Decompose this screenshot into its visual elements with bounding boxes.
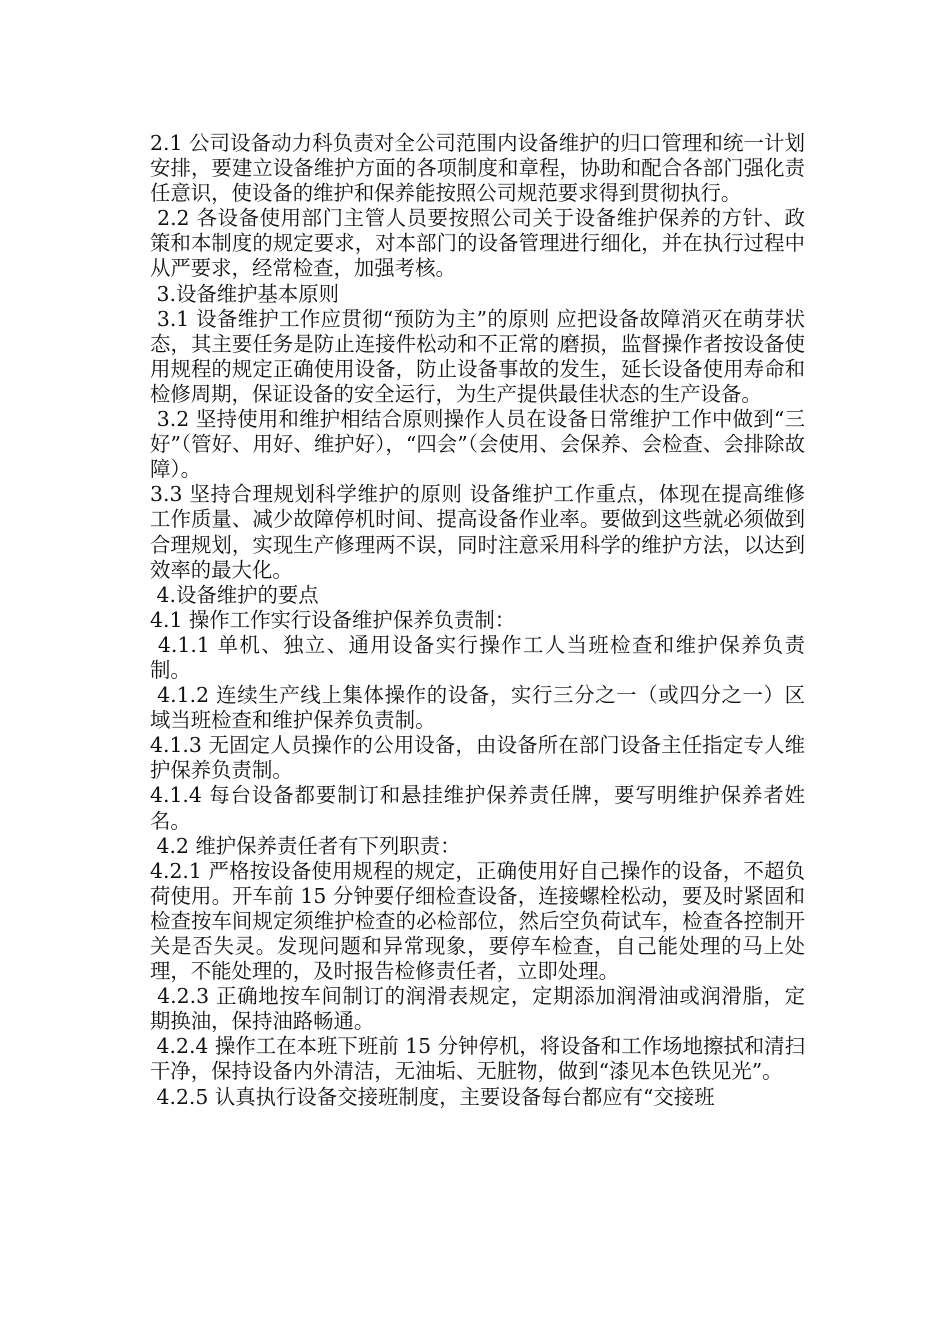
paragraph-4-1-1: 4.1.1 单机、独立、通用设备实行操作工人当班检查和维护保养负责制。 (150, 632, 805, 682)
paragraph-4-2-3: 4.2.3 正确地按车间制订的润滑表规定，定期添加润滑油或润滑脂，定期换油，保持油路畅通。 (150, 984, 805, 1034)
document-body (150, 131, 805, 1110)
paragraph-4-1-4: 4.1.4 每台设备都要制订和悬挂维护保养责任牌，要写明维护保养者姓名。 (150, 783, 805, 833)
paragraph-3-2: 3.2 坚持使用和维护相结合原则操作人员在设备日常维护工作中做到“三好”（管好、用好、维护好），“四会”（会使用、会保养、会检查、会排除故障）。 (150, 407, 805, 482)
paragraph-4-2-1: 4.2.1 严格按设备使用规程的规定，正确使用好自己操作的设备，不超负荷使用。开车前 15 分钟要仔细检查设备，连接螺栓松动，要及时紧固和检查按车间规定须维护检查的必检部位，然后空负荷试车，检查各控制开关是否失灵。发现问题和异常现象，要停车检查，自己能处理的马上处理，不能处理的，及时报告检修责任者，立即处理。 (150, 858, 805, 984)
paragraph-4-2-5: 4.2.5 认真执行设备交接班制度，主要设备每台都应有“交接班 (150, 1084, 715, 1109)
paragraph-3-3: 3.3 坚持合理规划科学维护的原则 设备维护工作重点，体现在提高维修工作质量、减少故障停机时间、提高设备作业率。要做到这些就必须做到合理规划，实现生产修理两不误，同时注意采用科学的维护方法，以达到效率的最大化。 (150, 482, 805, 582)
paragraph-3-1: 3.1 设备维护工作应贯彻“预防为主”的原则 应把设备故障消灭在萌芽状态，其主要任务是防止连接件松动和不正常的磨损，监督操作者按设备使用规程的规定正确使用设备，防止设备事故的发生，延长设备使用寿命和检修周期，保证设备的安全运行，为生产提供最佳状态的生产设备。 (150, 306, 805, 406)
heading-3: 3.设备维护基本原则 (150, 281, 340, 306)
paragraph-2-2: 2.2 各设备使用部门主管人员要按照公司关于设备维护保养的方针、政策和本制度的规定要求，对本部门的设备管理进行细化，并在执行过程中从严要求，经常检查，加强考核。 (150, 206, 805, 281)
heading-4: 4.设备维护的要点 (150, 582, 319, 607)
paragraph-2-1: 2.1 公司设备动力科负责对全公司范围内设备维护的归口管理和统一计划安排，要建立设备维护方面的各项制度和章程，协助和配合各部门强化责任意识，使设备的维护和保养能按照公司规范要求得到贯彻执行。 (150, 131, 805, 206)
paragraph-4-2-4: 4.2.4 操作工在本班下班前 15 分钟停机，将设备和工作场地擦拭和清扫干净，保持设备内外清洁，无油垢、无脏物，做到“漆见本色铁见光”。 (150, 1034, 805, 1084)
paragraph-4-1: 4.1 操作工作实行设备维护保养负责制： (150, 607, 516, 632)
paragraph-4-1-2: 4.1.2 连续生产线上集体操作的设备，实行三分之一（或四分之一）区域当班检查和维护保养负责制。 (150, 683, 805, 733)
paragraph-4-2: 4.2 维护保养责任者有下列职责： (150, 833, 461, 858)
paragraph-4-1-3: 4.1.3 无固定人员操作的公用设备，由设备所在部门设备主任指定专人维护保养负责制。 (150, 733, 805, 783)
